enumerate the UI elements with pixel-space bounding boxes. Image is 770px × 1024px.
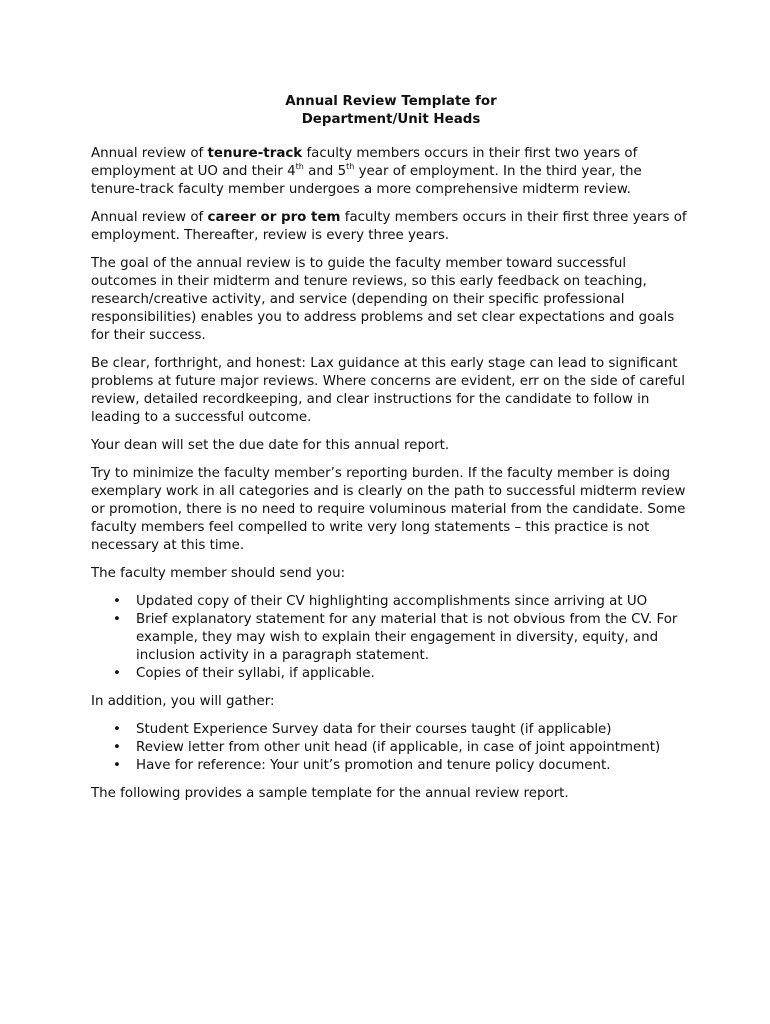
paragraph-sample-template: The following provides a sample template for the annual review report. xyxy=(91,786,569,801)
text-run: faculty members occurs in their first three years of employment. Thereafter, review is every three years. xyxy=(91,210,687,243)
paragraph-faculty-send: The faculty member should send you: xyxy=(91,566,346,581)
list-item: • Brief explanatory statement for any material that is not obvious from the CV. For example, they may wish to explain their engagement in diversity, equity, and inclusion activity in a paragraph statement. xyxy=(91,611,691,665)
bold-term-tenure-track: tenure-track xyxy=(207,146,303,161)
list-item: • Review letter from other unit head (if applicable, in case of joint appointment) xyxy=(91,739,691,757)
paragraph-reporting-burden: Try to minimize the faculty member’s reporting burden. If the faculty member is doing exemplary work in all categories and is clearly on the path to successful midterm review or promotion, there is no need to require voluminous material from the candidate. Some faculty members feel compelled to write very long statements – this practice is not necessary at this time. xyxy=(91,466,686,553)
list-item: • Copies of their syllabi, if applicable. xyxy=(91,665,691,683)
document-page xyxy=(91,93,691,813)
superscript: th xyxy=(295,162,304,171)
list-item: • Have for reference: Your unit’s promotion and tenure policy document. xyxy=(91,757,691,775)
superscript: th xyxy=(346,162,355,171)
list-item: • Updated copy of their CV highlighting accomplishments since arriving at UO xyxy=(91,593,691,611)
document-title xyxy=(91,93,691,129)
faculty-send-list xyxy=(91,593,691,683)
list-item: • Student Experience Survey data for their courses taught (if applicable) xyxy=(91,721,691,739)
text-run: Annual review of xyxy=(91,146,208,161)
title-line-1: Annual Review Template for xyxy=(285,94,497,109)
paragraph-career-pro-tem xyxy=(91,209,691,245)
paragraph-due-date: Your dean will set the due date for this annual report. xyxy=(91,438,450,453)
you-gather-list xyxy=(91,721,691,775)
text-run: and 5 xyxy=(303,164,347,179)
bold-term-career-pro-tem: career or pro tem xyxy=(207,210,341,225)
paragraph-goal: The goal of the annual review is to guide the faculty member toward successful outcomes in their midterm and tenure reviews, so this early feedback on teaching, research/creative activity, and service (depending on their specific professional responsibilities) enables you to address problems and set clear expectations and goals for their success. xyxy=(91,256,675,343)
text-run: year of employment. In the third year, the tenure-track faculty member undergoes a more comprehensive midterm review. xyxy=(91,164,642,197)
text-run: faculty members occurs in their first two years of employment at UO and their 4 xyxy=(91,146,638,179)
paragraph-tenure-track xyxy=(91,145,691,199)
paragraph-be-clear: Be clear, forthright, and honest: Lax guidance at this early stage can lead to significant problems at future major reviews. Where concerns are evident, err on the side of careful review, detailed recordkeeping, and clear instructions for the candidate to follow in leading to a successful outcome. xyxy=(91,356,686,425)
paragraph-you-gather: In addition, you will gather: xyxy=(91,694,275,709)
title-line-2: Department/Unit Heads xyxy=(301,112,481,127)
text-run: Annual review of xyxy=(91,210,208,225)
